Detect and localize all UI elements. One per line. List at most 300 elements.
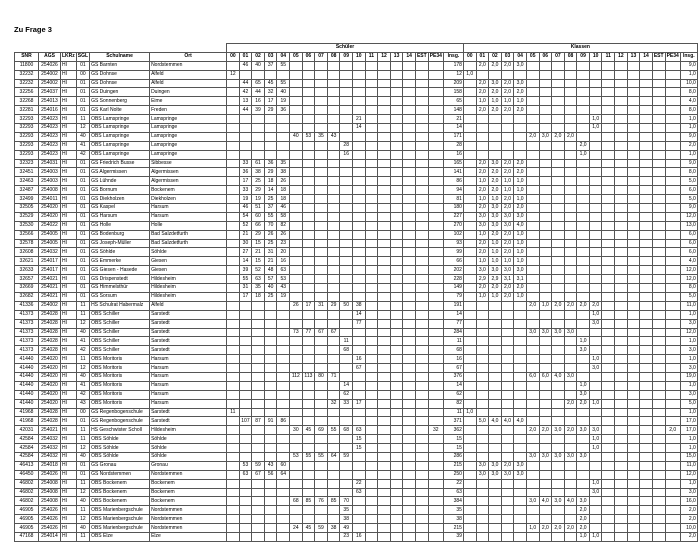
cell-schueler-EST [415, 115, 428, 124]
cell-schueler-04 [277, 444, 290, 453]
cell-schueler-04 [277, 390, 290, 399]
table-row [15, 150, 698, 159]
cell-schueler-04: 36 [277, 106, 290, 115]
cell-schueler-00 [227, 115, 240, 124]
cell-schueler-05 [290, 506, 303, 515]
cell-schueler-01 [239, 515, 252, 524]
cell-klassen-10 [589, 186, 602, 195]
cell-schulname: OBS Lamspringe [90, 132, 150, 141]
cell-schulname: OBS Schiller [90, 328, 150, 337]
cell-schueler-06 [302, 239, 315, 248]
cell-schueler-05 [290, 177, 303, 186]
cell-klassen-04 [514, 381, 527, 390]
cell-klassen-10 [589, 266, 602, 275]
cell-schueler-01: 21 [239, 230, 252, 239]
cell-schueler-08: 71 [327, 372, 340, 381]
cell-klassen-05: 2,0 [526, 426, 539, 435]
cell-klassen-01 [476, 479, 489, 488]
cell-klassen-PE34 [665, 266, 680, 275]
cell-klassen-14 [640, 452, 653, 461]
cell-schueler-PE34 [428, 239, 443, 248]
cell-klassen-05 [526, 115, 539, 124]
cell-klassen-05: 1,0 [526, 524, 539, 533]
cell-klassen-07 [552, 275, 565, 284]
cell-klassen-11 [602, 426, 615, 435]
cell-schueler-PE34 [428, 506, 443, 515]
cell-klassen-11 [602, 506, 615, 515]
cell-klassen-06 [539, 61, 552, 70]
cell-klassen-05: 3,0 [526, 452, 539, 461]
cell-klassen-12 [615, 479, 628, 488]
table-row [15, 364, 698, 373]
cell-schueler-07 [315, 204, 328, 213]
cell-schueler-09 [340, 257, 353, 266]
cell-klassen-05 [526, 186, 539, 195]
cell-klassen-05 [526, 204, 539, 213]
cell-schueler-11 [365, 195, 378, 204]
cell-schueler-13 [390, 408, 403, 417]
cell-schueler-10 [353, 470, 366, 479]
cell-ags: 254032 [39, 435, 61, 444]
cell-ags: 254021 [39, 275, 61, 284]
cell-klassen-01 [476, 150, 489, 159]
cell-schueler-02 [252, 319, 265, 328]
cell-klassen-06: 6,0 [539, 372, 552, 381]
cell-klassen-EST [652, 364, 665, 373]
cell-schueler-insg: 38 [443, 515, 463, 524]
cell-schueler-10 [353, 372, 366, 381]
cell-schueler-08 [327, 337, 340, 346]
cell-schueler-06 [302, 177, 315, 186]
cell-schueler-01: 36 [239, 168, 252, 177]
cell-klassen-00 [463, 284, 476, 293]
table-row [15, 186, 698, 195]
cell-ags: 254028 [39, 319, 61, 328]
cell-schueler-11 [365, 292, 378, 301]
cell-klassen-04 [514, 408, 527, 417]
cell-schueler-00 [227, 292, 240, 301]
cell-klassen-09 [577, 275, 590, 284]
cell-klassen-07 [552, 266, 565, 275]
cell-klassen-00: 1,0 [463, 70, 476, 79]
cell-klassen-04 [514, 124, 527, 133]
cell-schueler-04: 20 [277, 248, 290, 257]
cell-schueler-03 [264, 532, 277, 541]
cell-schueler-08: 85 [327, 497, 340, 506]
cell-klassen-08 [564, 408, 577, 417]
cell-klassen-10: 1,0 [589, 444, 602, 453]
cell-klassen-02: 3,0 [489, 461, 502, 470]
cell-schueler-04 [277, 479, 290, 488]
cell-klassen-13 [627, 88, 640, 97]
cell-schueler-01: 46 [239, 204, 252, 213]
cell-snr: 32293 [15, 124, 39, 133]
cell-schueler-13 [390, 417, 403, 426]
cell-klassen-14 [640, 115, 653, 124]
cell-schueler-00 [227, 372, 240, 381]
cell-klassen-PE34 [665, 461, 680, 470]
cell-schueler-11 [365, 372, 378, 381]
cell-ags: 254028 [39, 337, 61, 346]
cell-schueler-06 [302, 488, 315, 497]
cell-snr: 46905 [15, 524, 39, 533]
cell-sgl: 01 [76, 239, 89, 248]
cell-klassen-EST [652, 390, 665, 399]
cell-ags: 254028 [39, 328, 61, 337]
cell-schueler-00 [227, 381, 240, 390]
cell-ags: 254028 [39, 346, 61, 355]
cell-ags: 254021 [39, 426, 61, 435]
cell-schueler-09 [340, 284, 353, 293]
cell-klassen-07: 2,0 [552, 132, 565, 141]
cell-schueler-insg: 270 [443, 221, 463, 230]
cell-klassen-08 [564, 106, 577, 115]
cell-schueler-09 [340, 248, 353, 257]
cell-sgl: 01 [76, 79, 89, 88]
cell-sgl: 11 [76, 355, 89, 364]
cell-schueler-02 [252, 150, 265, 159]
cell-schueler-04: 38 [277, 168, 290, 177]
cell-schueler-02: 15 [252, 257, 265, 266]
cell-klassen-10 [589, 132, 602, 141]
cell-schueler-EST [415, 239, 428, 248]
cell-schueler-05 [290, 257, 303, 266]
cell-klassen-03 [501, 479, 514, 488]
cell-schueler-03 [264, 346, 277, 355]
cell-klassen-06 [539, 248, 552, 257]
cell-schueler-04: 63 [277, 266, 290, 275]
cell-klassen-01: 2,0 [476, 168, 489, 177]
cell-schueler-13 [390, 106, 403, 115]
cell-schueler-05: 53 [290, 452, 303, 461]
cell-klassen-14 [640, 168, 653, 177]
cell-schueler-14 [403, 532, 416, 541]
cell-schueler-00 [227, 221, 240, 230]
cell-klassen-EST [652, 435, 665, 444]
cell-schueler-06 [302, 292, 315, 301]
cell-schueler-08 [327, 381, 340, 390]
cell-klassen-12 [615, 497, 628, 506]
cell-schueler-EST [415, 506, 428, 515]
cell-lkrz: HI [61, 230, 77, 239]
cell-ort: Sarstedt [150, 328, 227, 337]
cell-klassen-11 [602, 204, 615, 213]
cell-schulname: OBS Lamspringe [90, 115, 150, 124]
cell-lkrz: HI [61, 61, 77, 70]
cell-schueler-10 [353, 106, 366, 115]
cell-klassen-03: 1,0 [501, 97, 514, 106]
cell-ort: Alfeld [150, 301, 227, 310]
cell-schueler-08 [327, 470, 340, 479]
cell-klassen-14 [640, 524, 653, 533]
cell-schueler-06 [302, 275, 315, 284]
cell-schueler-00 [227, 417, 240, 426]
cell-lkrz: HI [61, 132, 77, 141]
cell-schueler-12 [378, 426, 391, 435]
cell-klassen-09: 3,0 [577, 346, 590, 355]
cell-klassen-12 [615, 221, 628, 230]
cell-klassen-00 [463, 470, 476, 479]
cell-klassen-12 [615, 328, 628, 337]
cell-klassen-12 [615, 132, 628, 141]
cell-klassen-07 [552, 506, 565, 515]
cell-schueler-14 [403, 426, 416, 435]
cell-schueler-EST [415, 124, 428, 133]
cell-schueler-PE34 [428, 275, 443, 284]
cell-lkrz: HI [61, 435, 77, 444]
cell-schueler-12 [378, 159, 391, 168]
table-row [15, 61, 698, 70]
cell-schueler-02 [252, 444, 265, 453]
cell-klassen-01: 2,0 [476, 204, 489, 213]
cell-schueler-13 [390, 257, 403, 266]
cell-klassen-03: 3,1 [501, 275, 514, 284]
cell-klassen-05: 6,0 [526, 372, 539, 381]
cell-klassen-13 [627, 168, 640, 177]
cell-schueler-01 [239, 444, 252, 453]
cell-schueler-13 [390, 212, 403, 221]
cell-klassen-14 [640, 390, 653, 399]
cell-sgl: 01 [76, 61, 89, 70]
cell-schueler-06 [302, 266, 315, 275]
cell-schueler-07 [315, 275, 328, 284]
cell-schueler-01 [239, 372, 252, 381]
cell-klassen-01: 1,0 [476, 177, 489, 186]
cell-schueler-00 [227, 212, 240, 221]
cell-klassen-07 [552, 124, 565, 133]
cell-klassen-08 [564, 177, 577, 186]
cell-lkrz: HI [61, 97, 77, 106]
cell-schueler-12 [378, 204, 391, 213]
cell-schueler-insg: 384 [443, 497, 463, 506]
cell-klassen-14 [640, 310, 653, 319]
cell-klassen-EST [652, 417, 665, 426]
cell-schueler-00 [227, 257, 240, 266]
cell-schueler-05 [290, 70, 303, 79]
cell-schueler-00 [227, 275, 240, 284]
cell-schueler-07 [315, 346, 328, 355]
cell-klassen-insg: 5,0 [680, 177, 697, 186]
column-header-35: 11 [602, 52, 615, 61]
cell-schueler-06 [302, 141, 315, 150]
cell-schueler-12 [378, 381, 391, 390]
cell-klassen-06 [539, 230, 552, 239]
cell-schueler-03 [264, 141, 277, 150]
cell-klassen-10 [589, 452, 602, 461]
cell-klassen-01: 2,0 [476, 61, 489, 70]
cell-klassen-04: 1,0 [514, 177, 527, 186]
cell-klassen-00 [463, 97, 476, 106]
cell-klassen-02 [489, 132, 502, 141]
cell-schueler-11 [365, 488, 378, 497]
cell-schueler-14 [403, 435, 416, 444]
cell-lkrz: HI [61, 417, 77, 426]
cell-klassen-05 [526, 435, 539, 444]
cell-schueler-01 [239, 337, 252, 346]
cell-klassen-12 [615, 301, 628, 310]
cell-klassen-10 [589, 106, 602, 115]
cell-klassen-14 [640, 461, 653, 470]
cell-klassen-02: 1,0 [489, 292, 502, 301]
cell-schueler-insg: 171 [443, 132, 463, 141]
cell-klassen-13 [627, 355, 640, 364]
column-header-29: 05 [526, 52, 539, 61]
cell-schueler-08 [327, 515, 340, 524]
cell-klassen-05 [526, 399, 539, 408]
cell-schueler-01 [239, 310, 252, 319]
cell-klassen-00 [463, 515, 476, 524]
cell-klassen-PE34 [665, 204, 680, 213]
cell-schueler-EST [415, 177, 428, 186]
column-header-28: 04 [514, 52, 527, 61]
table-row [15, 79, 698, 88]
cell-ags: 254028 [39, 417, 61, 426]
cell-schueler-12 [378, 524, 391, 533]
cell-schueler-07 [315, 195, 328, 204]
cell-schueler-06 [302, 88, 315, 97]
cell-klassen-08 [564, 195, 577, 204]
cell-schueler-09 [340, 204, 353, 213]
column-header-32: 08 [564, 52, 577, 61]
cell-klassen-14 [640, 435, 653, 444]
cell-klassen-01 [476, 355, 489, 364]
cell-schueler-08 [327, 390, 340, 399]
cell-klassen-09: 3,0 [577, 426, 590, 435]
cell-klassen-EST [652, 399, 665, 408]
cell-schueler-14 [403, 524, 416, 533]
column-header-13: 07 [315, 52, 328, 61]
cell-schueler-13 [390, 452, 403, 461]
cell-schueler-14 [403, 337, 416, 346]
cell-ort: Harsum [150, 390, 227, 399]
cell-schueler-EST [415, 337, 428, 346]
cell-klassen-01 [476, 364, 489, 373]
cell-klassen-08 [564, 355, 577, 364]
cell-snr: 32451 [15, 168, 39, 177]
cell-klassen-PE34 [665, 479, 680, 488]
cell-klassen-08 [564, 257, 577, 266]
cell-schueler-EST [415, 346, 428, 355]
cell-klassen-EST [652, 88, 665, 97]
cell-schulname: OBS Söhlde [90, 435, 150, 444]
cell-schueler-03: 36 [264, 159, 277, 168]
table-row [15, 221, 698, 230]
cell-klassen-01: 5,0 [476, 417, 489, 426]
cell-schueler-12 [378, 248, 391, 257]
cell-ags: 254020 [39, 204, 61, 213]
cell-klassen-09 [577, 257, 590, 266]
cell-schueler-04: 19 [277, 97, 290, 106]
cell-klassen-04: 2,0 [514, 284, 527, 293]
cell-schueler-02: 21 [252, 248, 265, 257]
cell-klassen-insg: 1,0 [680, 435, 697, 444]
cell-klassen-12 [615, 444, 628, 453]
cell-klassen-EST [652, 488, 665, 497]
cell-klassen-06 [539, 221, 552, 230]
cell-klassen-05 [526, 488, 539, 497]
cell-klassen-02: 2,0 [489, 186, 502, 195]
cell-klassen-13 [627, 159, 640, 168]
cell-klassen-00 [463, 168, 476, 177]
cell-schueler-00 [227, 301, 240, 310]
cell-schueler-05 [290, 79, 303, 88]
cell-schueler-03: 48 [264, 266, 277, 275]
table-row [15, 132, 698, 141]
cell-klassen-07 [552, 390, 565, 399]
cell-klassen-EST [652, 115, 665, 124]
cell-ags: 254020 [39, 399, 61, 408]
cell-schueler-00 [227, 177, 240, 186]
cell-schueler-PE34 [428, 106, 443, 115]
cell-klassen-12 [615, 204, 628, 213]
cell-ort: Sarstedt [150, 310, 227, 319]
cell-schueler-12 [378, 150, 391, 159]
cell-schueler-05: 112 [290, 372, 303, 381]
cell-schueler-05: 24 [290, 524, 303, 533]
cell-schueler-00 [227, 515, 240, 524]
cell-schueler-PE34 [428, 195, 443, 204]
cell-klassen-03: 2,0 [501, 284, 514, 293]
cell-klassen-09 [577, 488, 590, 497]
cell-klassen-EST [652, 301, 665, 310]
cell-schueler-PE34 [428, 70, 443, 79]
cell-klassen-EST [652, 346, 665, 355]
cell-ags: 254020 [39, 212, 61, 221]
cell-klassen-06 [539, 124, 552, 133]
cell-ort: Freden [150, 106, 227, 115]
cell-lkrz: HI [61, 355, 77, 364]
cell-klassen-13 [627, 186, 640, 195]
cell-schueler-11 [365, 470, 378, 479]
cell-schueler-12 [378, 221, 391, 230]
cell-sgl: 11 [76, 435, 89, 444]
cell-schueler-07 [315, 70, 328, 79]
header-blank [15, 44, 227, 53]
cell-schueler-10 [353, 248, 366, 257]
cell-klassen-02 [489, 70, 502, 79]
cell-ags: 254032 [39, 452, 61, 461]
cell-ags: 254026 [39, 515, 61, 524]
cell-schueler-05: 73 [290, 328, 303, 337]
cell-schueler-11 [365, 221, 378, 230]
cell-klassen-06 [539, 266, 552, 275]
cell-schueler-02: 29 [252, 186, 265, 195]
cell-klassen-12 [615, 399, 628, 408]
cell-sgl: 01 [76, 275, 89, 284]
cell-ort: Algermissen [150, 177, 227, 186]
cell-klassen-10 [589, 168, 602, 177]
cell-schueler-EST [415, 435, 428, 444]
cell-schueler-01 [239, 488, 252, 497]
cell-schueler-14 [403, 319, 416, 328]
cell-klassen-01 [476, 301, 489, 310]
cell-klassen-14 [640, 399, 653, 408]
cell-schueler-13 [390, 70, 403, 79]
cell-schueler-05 [290, 515, 303, 524]
cell-klassen-PE34 [665, 399, 680, 408]
cell-schueler-07 [315, 408, 328, 417]
cell-schueler-07: 31 [315, 301, 328, 310]
cell-klassen-10: 3,0 [589, 426, 602, 435]
cell-klassen-12 [615, 346, 628, 355]
cell-schueler-00 [227, 239, 240, 248]
cell-klassen-insg: 19,0 [680, 372, 697, 381]
cell-klassen-04: 1,0 [514, 97, 527, 106]
cell-schueler-07 [315, 79, 328, 88]
cell-klassen-00 [463, 150, 476, 159]
table-row [15, 106, 698, 115]
cell-schueler-01: 54 [239, 212, 252, 221]
